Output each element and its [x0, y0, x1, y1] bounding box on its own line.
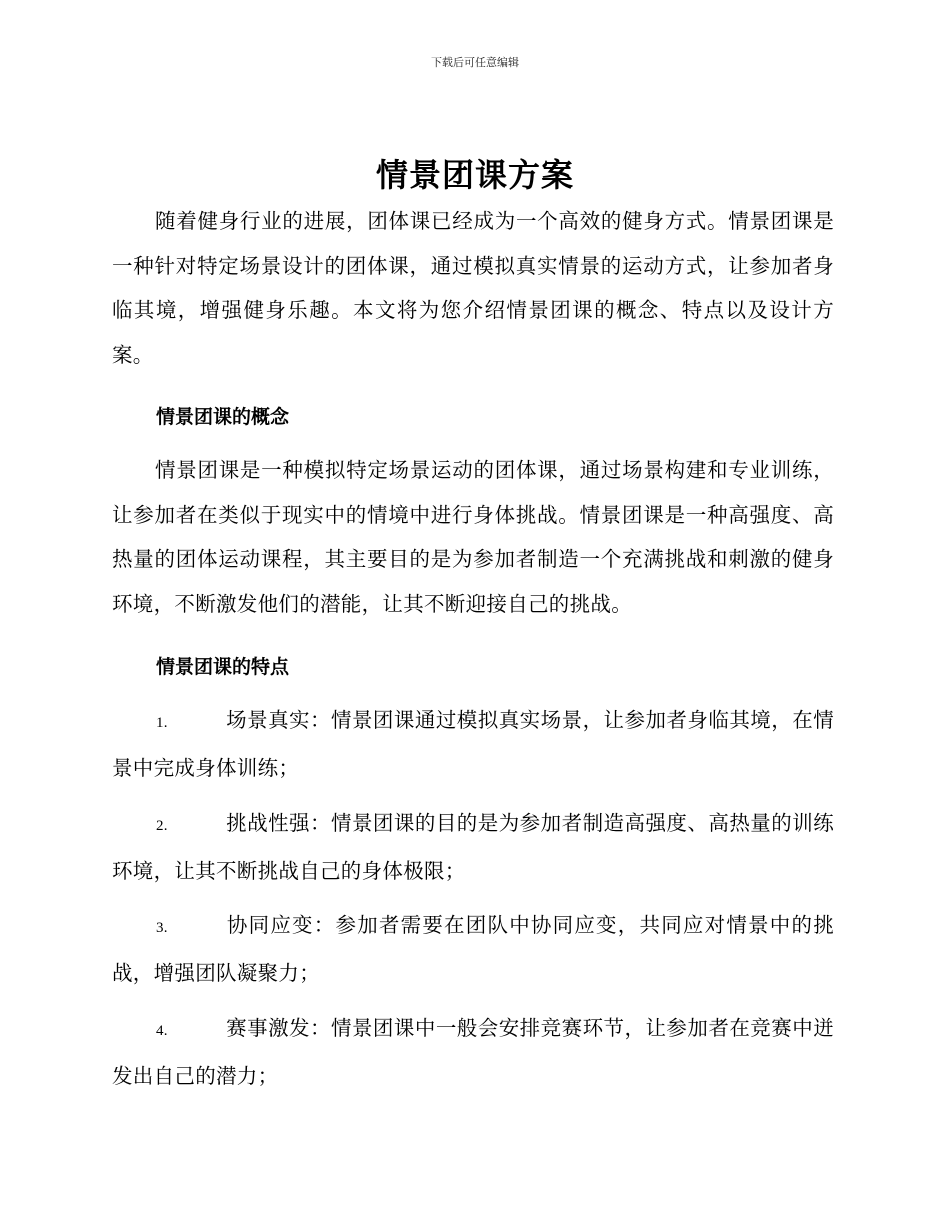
- intro-paragraph: 随着健身行业的进展，团体课已经成为一个高效的健身方式。情景团课是一种针对特定场景设计的团体课，通过模拟真实情景的运动方式，让参加者身临其境，增强健身乐趣。本文将为您介绍情景团课的概念、特点以及设计方案。: [112, 209, 834, 367]
- list-number: 1.: [156, 715, 168, 731]
- list-item: [112, 698, 834, 790]
- list-text: 赛事激发：情景团课中一般会安排竞赛环节，让参加者在竞赛中迸发出自己的潜力；: [112, 1016, 834, 1088]
- list-item: [112, 1006, 834, 1098]
- list-number: 2.: [156, 818, 168, 834]
- list-item: [112, 801, 834, 893]
- page-title: 情景团课方案: [375, 156, 574, 194]
- list-number: 4.: [156, 1023, 168, 1039]
- section-heading-concept: 情景团课的概念: [156, 406, 290, 428]
- list-item: [112, 903, 834, 995]
- section-heading-features: 情景团课的特点: [156, 656, 290, 678]
- list-text: 场景真实：情景团课通过模拟真实场景，让参加者身临其境，在情景中完成身体训练；: [112, 708, 834, 780]
- concept-paragraph: 情景团课是一种模拟特定场景运动的团体课，通过场景构建和专业训练，让参加者在类似于现实中的情境中进行身体挑战。情景团课是一种高强度、高热量的团体运动课程，其主要目的是为参加者制造一个充满挑战和刺激的健身环境，不断激发他们的潜能，让其不断迎接自己的挑战。: [112, 458, 834, 616]
- list-number: 3.: [156, 920, 168, 936]
- list-text: 协同应变：参加者需要在团队中协同应变，共同应对情景中的挑战，增强团队凝聚力；: [112, 913, 834, 985]
- header-note: 下载后可任意编辑: [431, 56, 519, 69]
- list-text: 挑战性强：情景团课的目的是为参加者制造高强度、高热量的训练环境，让其不断挑战自己的身体极限；: [112, 811, 834, 883]
